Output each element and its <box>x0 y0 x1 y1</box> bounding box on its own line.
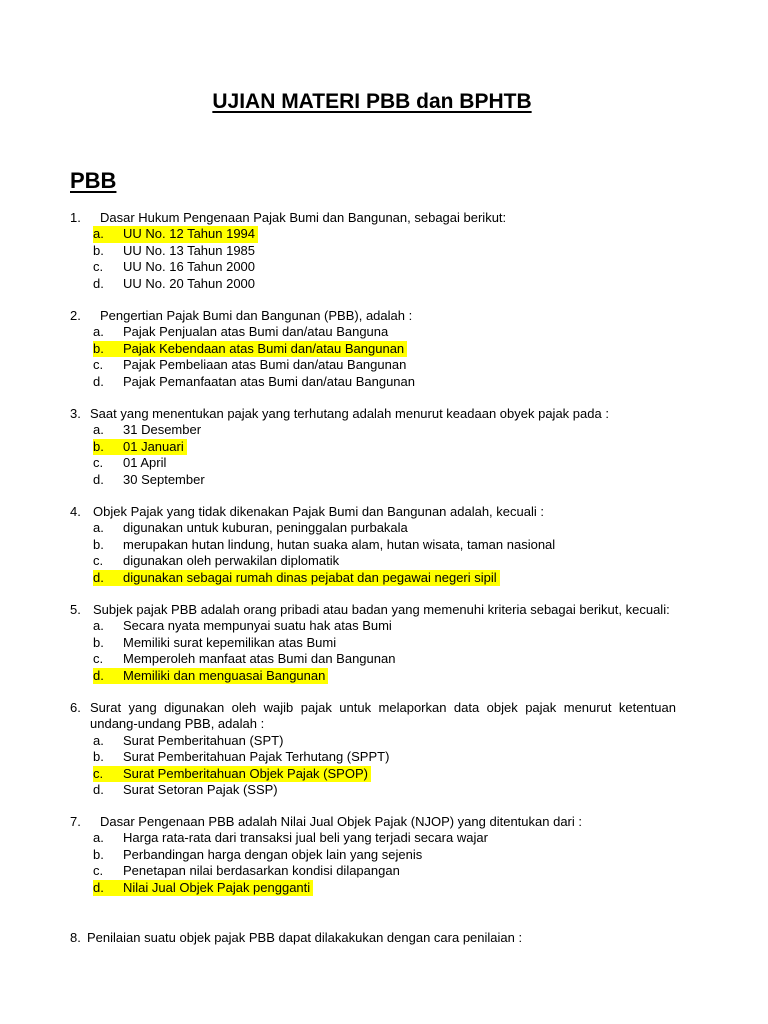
option-d <box>93 782 676 798</box>
option-text: Surat Pemberitahuan Objek Pajak (SPOP) <box>123 765 368 781</box>
option-c <box>93 259 676 275</box>
option-letter: b. <box>93 242 104 258</box>
question-number: 1. <box>70 210 81 225</box>
option-d <box>93 570 500 586</box>
option-text: UU No. 12 Tahun 1994 <box>123 226 256 242</box>
question-number: 5. <box>70 602 81 617</box>
option-b <box>93 847 676 863</box>
option-d <box>93 276 676 292</box>
option-letter: d. <box>93 275 104 291</box>
option-d <box>93 668 328 684</box>
option-text: Harga rata-rata dari transaksi jual beli yang terjadi secara wajar <box>123 830 488 846</box>
question-text: Saat yang menentukan pajak yang terhutang adalah menurut keadaan obyek pajak pada : <box>90 406 609 421</box>
option-letter: d. <box>93 373 104 389</box>
question-4 <box>70 504 676 586</box>
option-text: UU No. 13 Tahun 1985 <box>123 242 256 258</box>
option-a <box>93 733 676 749</box>
option-text: 31 Desember <box>123 422 202 438</box>
question-1 <box>70 210 676 292</box>
question-8 <box>70 930 676 946</box>
option-b <box>93 749 676 765</box>
option-letter: b. <box>93 340 104 356</box>
option-c <box>93 455 676 471</box>
section-heading: PBB <box>70 168 117 193</box>
question-text: Surat yang digunakan oleh wajib pajak untuk melaporkan data objek pajak menurut ketentuan undang-undang PBB, adalah : <box>90 700 676 732</box>
question-stem <box>70 406 676 422</box>
option-text: digunakan sebagai rumah dinas pejabat dan pegawai negeri sipil <box>123 569 497 585</box>
question-stem <box>70 930 676 946</box>
option-letter: b. <box>93 634 104 650</box>
question-stem <box>70 602 676 618</box>
option-letter: c. <box>93 455 104 471</box>
option-letter: d. <box>93 569 104 585</box>
option-d <box>93 472 676 488</box>
option-text: Pajak Pemanfaatan atas Bumi dan/atau Bangunan <box>123 373 415 389</box>
option-text: digunakan untuk kuburan, peninggalan purbakala <box>123 520 408 536</box>
option-letter: b. <box>93 438 104 454</box>
question-text: Penilaian suatu objek pajak PBB dapat dilakakukan dengan cara penilaian : <box>87 930 523 945</box>
question-text: Objek Pajak yang tidak dikenakan Pajak Bumi dan Bangunan adalah, kecuali : <box>93 504 544 519</box>
option-c <box>93 553 676 569</box>
question-3 <box>70 406 676 488</box>
option-text: Memiliki surat kepemilikan atas Bumi <box>123 634 337 650</box>
option-letter: a. <box>93 520 104 536</box>
option-text: Pajak Penjualan atas Bumi dan/atau Banguna <box>123 324 389 340</box>
option-text: Surat Setoran Pajak (SSP) <box>123 782 278 798</box>
question-number: 3. <box>70 406 81 421</box>
option-b <box>93 635 676 651</box>
option-a <box>93 618 676 634</box>
option-letter: a. <box>93 324 104 340</box>
option-text: UU No. 20 Tahun 2000 <box>123 275 256 291</box>
option-text: Surat Pemberitahuan Pajak Terhutang (SPPT) <box>123 749 390 765</box>
option-d <box>93 880 313 896</box>
option-text: 01 April <box>123 455 167 471</box>
option-text: Pajak Kebendaan atas Bumi dan/atau Bangunan <box>123 340 405 356</box>
option-b <box>93 243 676 259</box>
question-stem <box>70 210 676 226</box>
option-text: UU No. 16 Tahun 2000 <box>123 259 256 275</box>
option-a <box>93 324 676 340</box>
option-letter: a. <box>93 226 104 242</box>
option-a <box>93 830 676 846</box>
option-c <box>93 766 371 782</box>
option-letter: a. <box>93 618 104 634</box>
option-a <box>93 422 676 438</box>
option-text: digunakan oleh perwakilan diplomatik <box>123 553 340 569</box>
option-text: 30 September <box>123 471 205 487</box>
option-text: Nilai Jual Objek Pajak pengganti <box>123 879 311 895</box>
option-letter: c. <box>93 553 104 569</box>
option-c <box>93 651 676 667</box>
option-letter: c. <box>93 357 104 373</box>
option-letter: d. <box>93 782 104 798</box>
question-text: Pengertian Pajak Bumi dan Bangunan (PBB), adalah : <box>100 308 413 323</box>
option-b <box>93 439 187 455</box>
question-stem <box>70 700 676 733</box>
question-number: 2. <box>70 308 81 323</box>
option-c <box>93 863 676 879</box>
question-text: Dasar Hukum Pengenaan Pajak Bumi dan Bangunan, sebagai berikut: <box>100 210 507 225</box>
option-letter: d. <box>93 879 104 895</box>
option-b <box>93 537 676 553</box>
option-a <box>93 226 258 242</box>
option-text: Perbandingan harga dengan objek lain yang sejenis <box>123 846 423 862</box>
question-stem <box>70 504 676 520</box>
question-2 <box>70 308 676 390</box>
question-5 <box>70 602 676 684</box>
option-letter: d. <box>93 667 104 683</box>
question-7 <box>70 814 676 896</box>
option-c <box>93 357 676 373</box>
option-text: merupakan hutan lindung, hutan suaka alam, hutan wisata, taman nasional <box>123 536 556 552</box>
option-letter: a. <box>93 830 104 846</box>
question-text: Dasar Pengenaan PBB adalah Nilai Jual Objek Pajak (NJOP) yang ditentukan dari : <box>100 814 582 829</box>
option-letter: a. <box>93 422 104 438</box>
question-stem <box>70 308 676 324</box>
option-letter: d. <box>93 471 104 487</box>
option-text: Memiliki dan menguasai Bangunan <box>123 667 326 683</box>
option-d <box>93 374 676 390</box>
option-b <box>93 341 407 357</box>
option-letter: c. <box>93 863 104 879</box>
question-6 <box>70 700 676 798</box>
option-text: Memperoleh manfaat atas Bumi dan Bangunan <box>123 651 396 667</box>
question-stem <box>70 814 676 830</box>
option-letter: c. <box>93 765 104 781</box>
option-letter: c. <box>93 259 104 275</box>
option-text: Penetapan nilai berdasarkan kondisi dilapangan <box>123 863 400 879</box>
option-letter: b. <box>93 536 104 552</box>
question-text: Subjek pajak PBB adalah orang pribadi atau badan yang memenuhi kriteria sebagai berikut, kecuali: <box>93 602 670 617</box>
page-title: UJIAN MATERI PBB dan BPHTB <box>212 90 532 113</box>
option-letter: b. <box>93 846 104 862</box>
question-number: 4. <box>70 504 81 519</box>
option-text: Secara nyata mempunyai suatu hak atas Bumi <box>123 618 392 634</box>
option-text: Surat Pemberitahuan (SPT) <box>123 732 284 748</box>
option-text: 01 Januari <box>123 438 184 454</box>
option-letter: c. <box>93 651 104 667</box>
option-text: Pajak Pembeliaan atas Bumi dan/atau Bangunan <box>123 357 407 373</box>
question-number: 7. <box>70 814 81 829</box>
question-number: 8. <box>70 930 81 945</box>
question-number: 6. <box>70 700 81 715</box>
option-letter: a. <box>93 732 104 748</box>
option-letter: b. <box>93 749 104 765</box>
option-a <box>93 520 676 536</box>
